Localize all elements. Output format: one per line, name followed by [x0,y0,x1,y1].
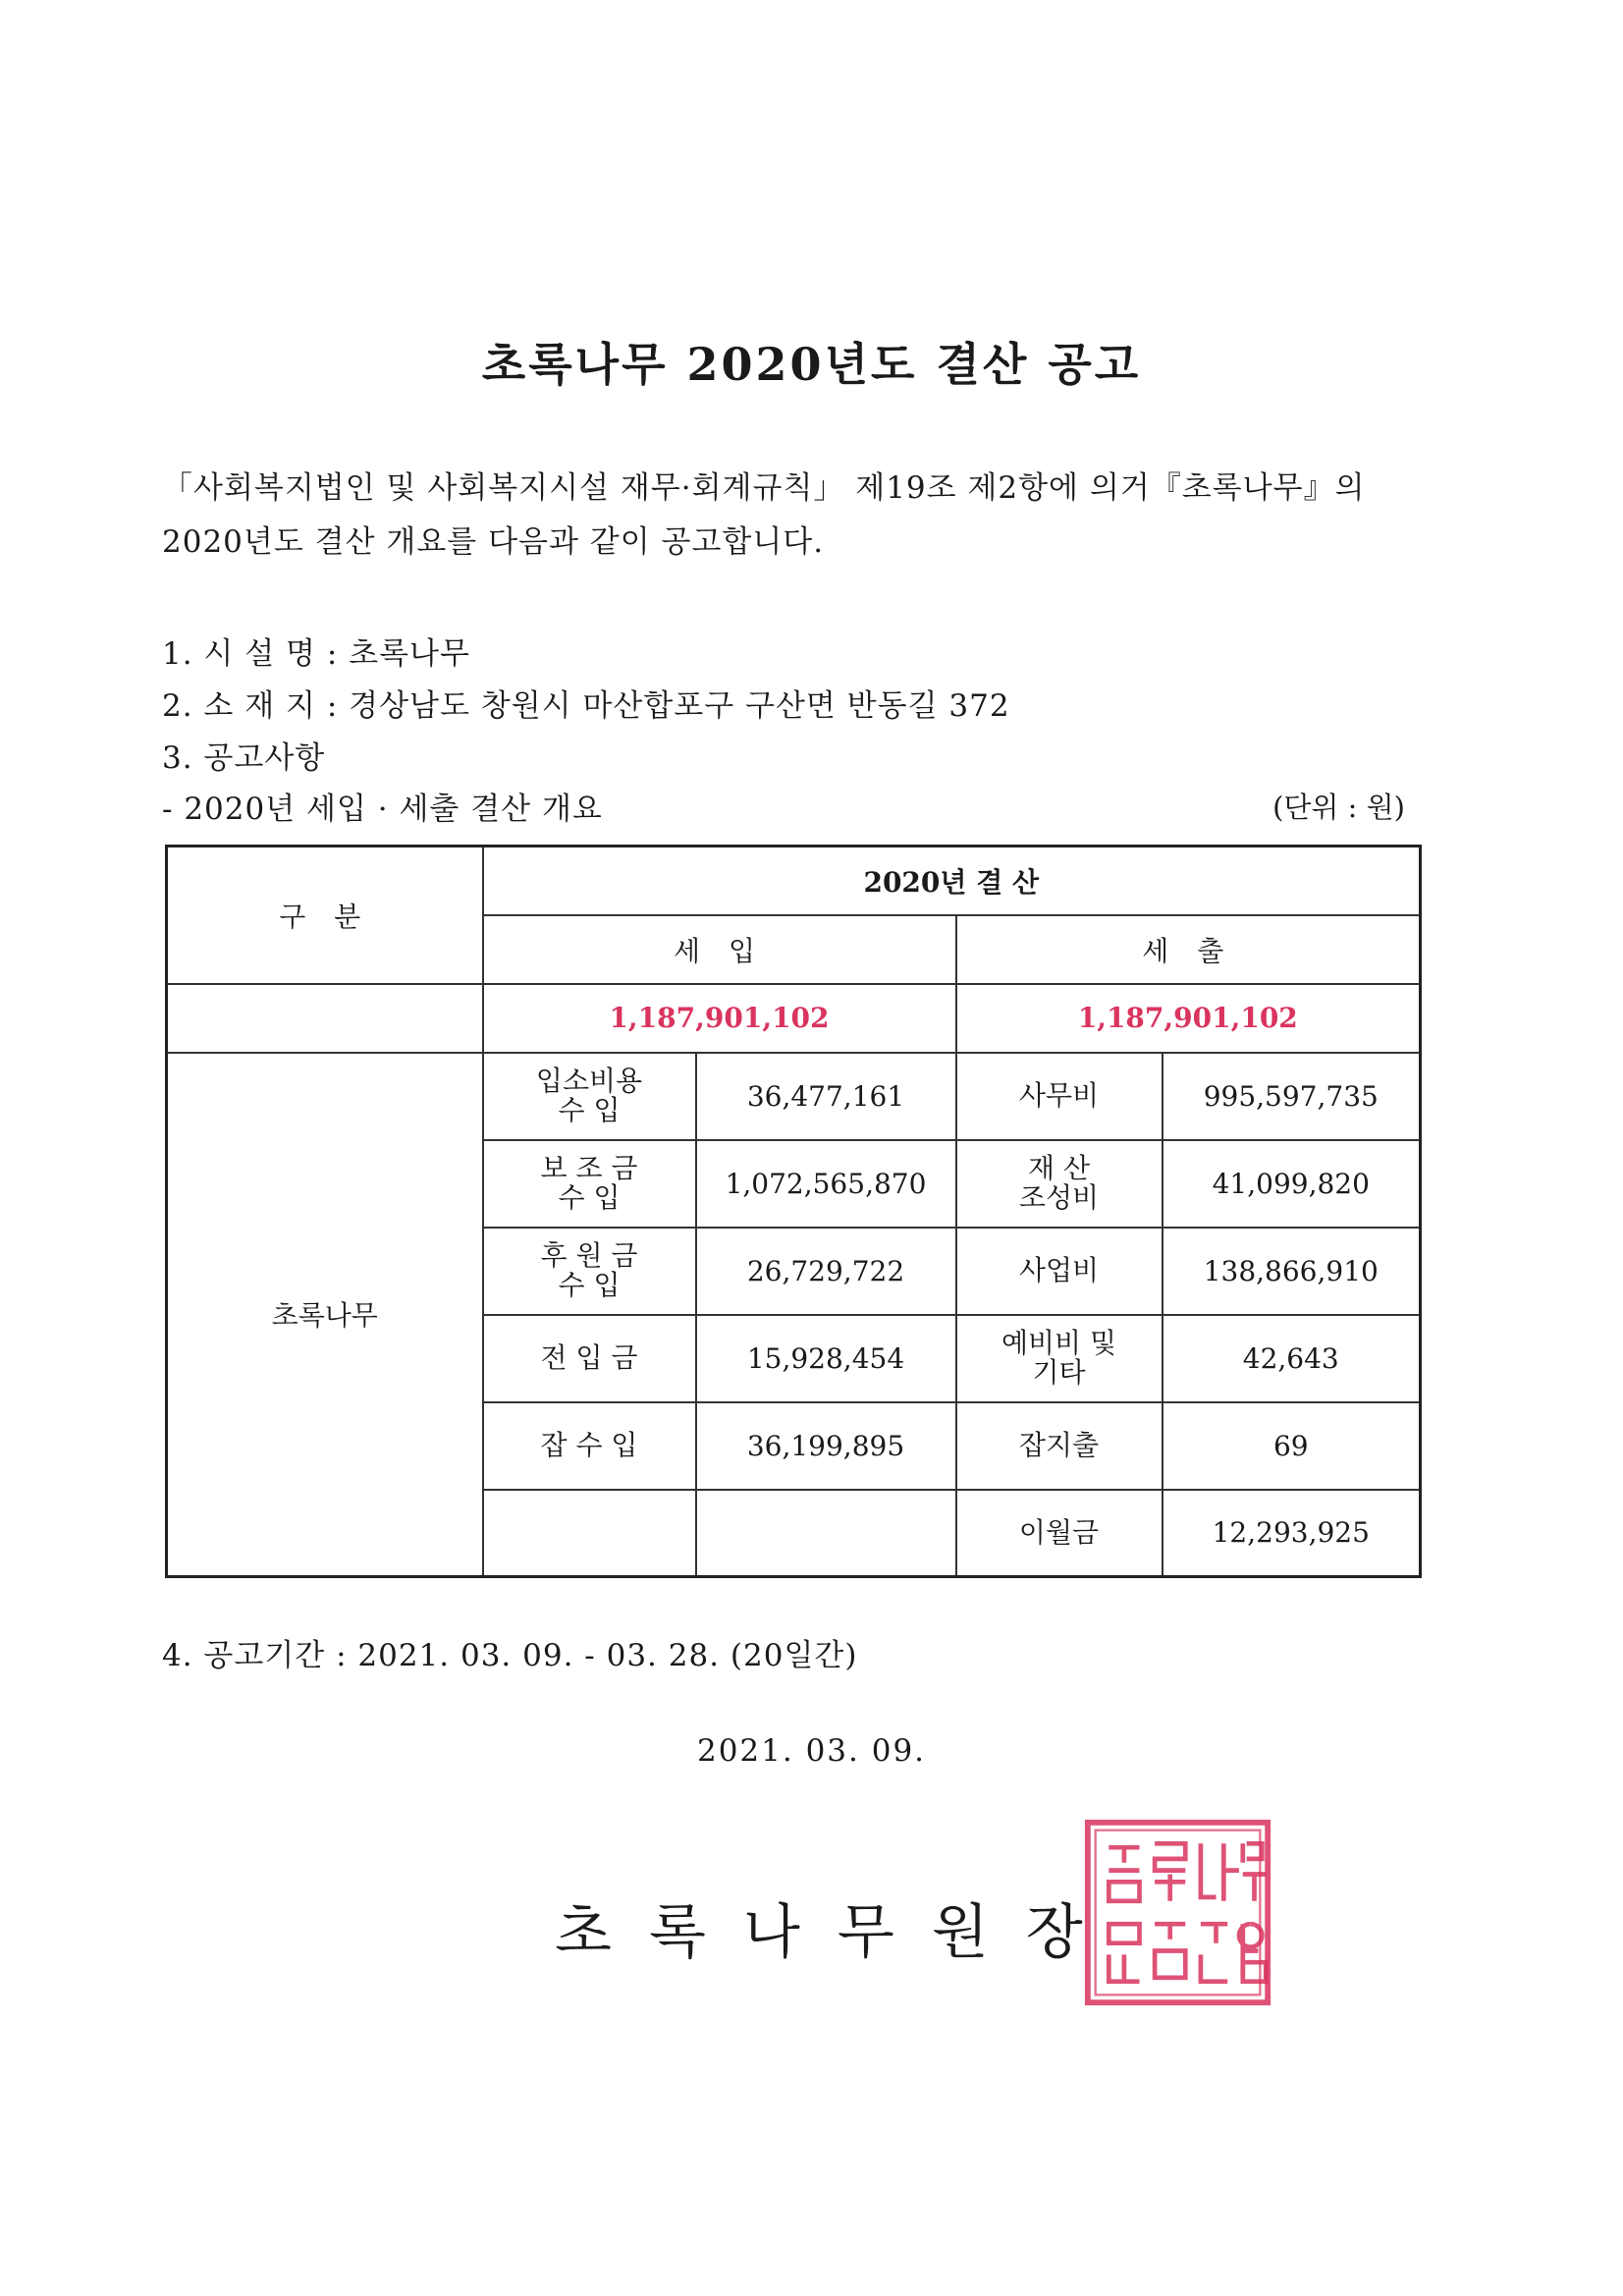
org-name: 초록나무 [167,1053,483,1577]
expense-label: 사업비 [956,1228,1163,1315]
signer-name: 초록나무원장 [555,1898,1120,1967]
expense-label: 잡지출 [956,1402,1163,1490]
expense-value: 69 [1163,1402,1421,1490]
table-row [167,1053,1421,1140]
revenue-label: 입소비용 수 입 [483,1053,696,1140]
intro-line-1: 「사회복지법인 및 사회복지시설 재무·회계규칙」 제19조 제2항에 의거『초록나무』의 [162,470,1366,506]
intro-line-2: 2020년도 결산 개요를 다음과 같이 공고합니다. [162,524,825,560]
facility-name: 1. 시 설 명 : 초록나무 [162,636,470,672]
expense-value: 12,293,925 [1163,1490,1421,1577]
notice-date: 2021. 03. 09. [696,1733,927,1769]
revenue-value: 1,072,565,870 [696,1140,956,1228]
notice-period: 4. 공고기간 : 2021. 03. 09. - 03. 28. (20일간) [162,1638,858,1673]
expense-label: 이월금 [956,1490,1163,1577]
revenue-label: 후 원 금 수 입 [483,1228,696,1315]
revenue-value: 36,477,161 [696,1053,956,1140]
revenue-label: 잡 수 입 [483,1402,696,1490]
expense-value: 138,866,910 [1163,1228,1421,1315]
expense-value: 41,099,820 [1163,1140,1421,1228]
settlement-table [165,845,1422,1578]
category-header: 구 분 [167,847,483,984]
revenue-label [483,1490,696,1577]
revenue-value: 15,928,454 [696,1315,956,1402]
unit-label: (단위 : 원) [1272,791,1405,824]
notice-subheading: - 2020년 세입 · 세출 결산 개요 [162,792,603,827]
expense-header: 세 출 [956,915,1421,984]
revenue-label: 전 입 금 [483,1315,696,1402]
expense-label: 예비비 및 기타 [956,1315,1163,1402]
expense-total: 1,187,901,102 [956,984,1421,1053]
total-row-blank [167,984,483,1053]
revenue-value: 26,729,722 [696,1228,956,1315]
facility-location: 2. 소 재 지 : 경상남도 창원시 마산합포구 구산면 반동길 372 [162,688,1010,724]
revenue-value: 36,199,895 [696,1402,956,1490]
revenue-label: 보 조 금 수 입 [483,1140,696,1228]
revenue-total: 1,187,901,102 [483,984,956,1053]
expense-value: 995,597,735 [1163,1053,1421,1140]
revenue-header: 세 입 [483,915,956,984]
expense-value: 42,643 [1163,1315,1421,1402]
notice-heading: 3. 공고사항 [162,740,326,776]
expense-label: 재 산 조성비 [956,1140,1163,1228]
page-title: 초록나무 2020년도 결산 공고 [481,338,1142,391]
expense-label: 사무비 [956,1053,1163,1140]
official-seal-stamp [1082,1817,1273,2008]
revenue-value [696,1490,956,1577]
year-header: 2020년 결 산 [483,847,1421,915]
intro-paragraph [162,462,1468,570]
